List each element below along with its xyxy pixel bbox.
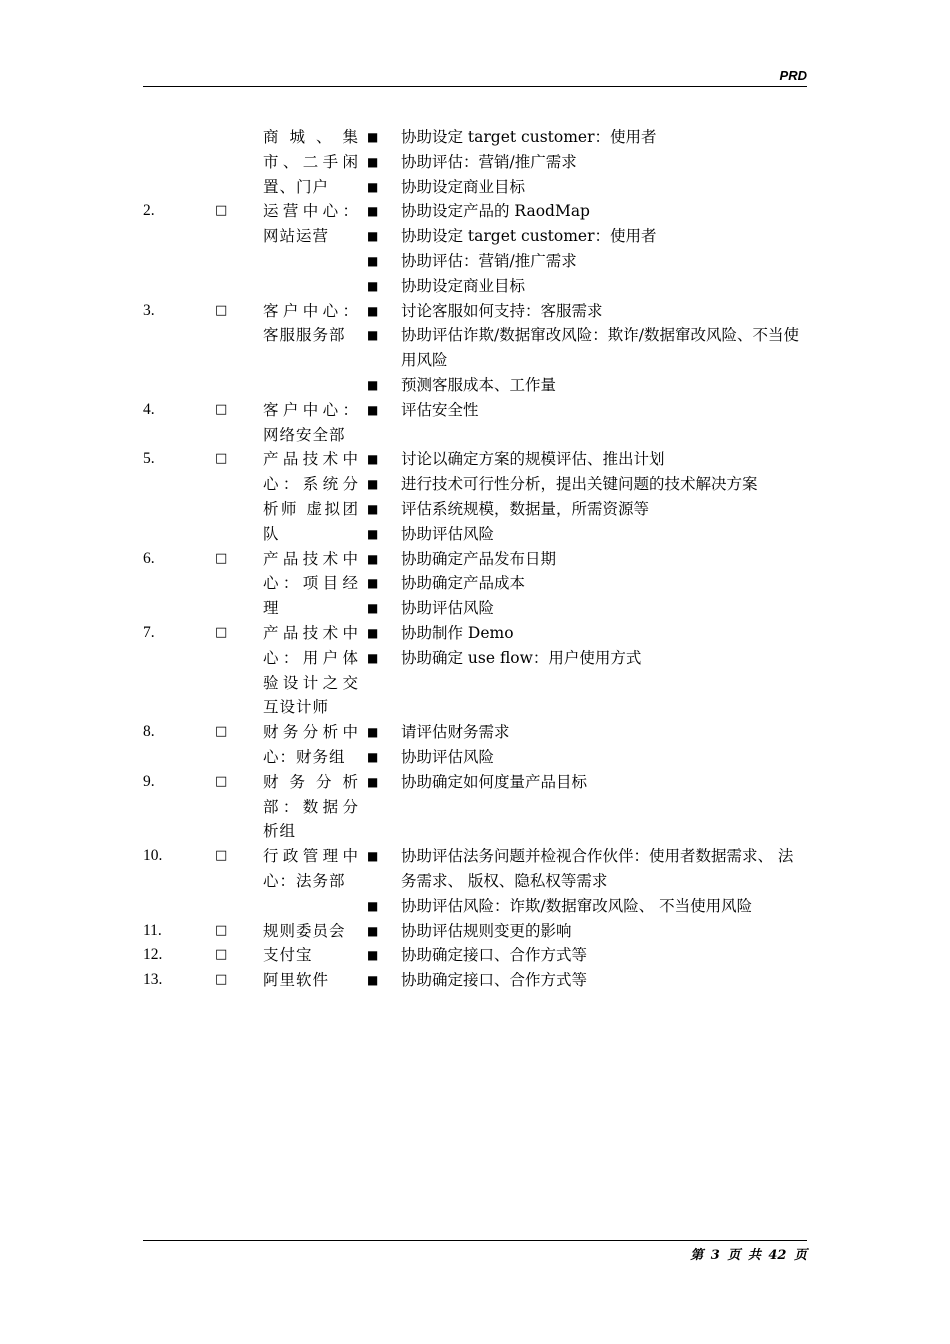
square-bullet-icon: ■ xyxy=(367,229,379,244)
square-bullet-icon: ■ xyxy=(367,328,379,343)
list-item xyxy=(143,447,807,546)
square-bullet-icon: ■ xyxy=(367,501,379,516)
responsibility-item: ■ 协助确定 use flow：用户使用方式 xyxy=(363,646,807,671)
square-bullet-icon: ■ xyxy=(367,898,379,913)
department-name: 行政管理中心：法务部 xyxy=(263,847,359,890)
responsibility-item: ■ 请评估财务需求 xyxy=(363,720,807,745)
checkbox-icon: □ xyxy=(215,401,228,417)
square-bullet-icon: ■ xyxy=(367,650,379,665)
square-bullet-icon: ■ xyxy=(367,377,379,392)
square-bullet-icon: ■ xyxy=(367,452,379,467)
square-bullet-icon: ■ xyxy=(367,303,379,318)
checkbox-icon: □ xyxy=(215,724,228,740)
list-item xyxy=(143,919,807,944)
responsibility-item: ■ 预测客服成本、工作量 xyxy=(363,373,807,398)
responsibility-list xyxy=(363,844,807,918)
responsibility-list xyxy=(363,199,807,298)
department-name: 产品技术中心：系统分析师 虚拟团队 xyxy=(263,450,359,543)
list-item xyxy=(143,943,807,968)
square-bullet-icon: ■ xyxy=(367,973,379,988)
responsibility-list xyxy=(363,299,807,398)
responsibility-list xyxy=(363,943,807,968)
responsibility-item: ■ 协助设定商业目标 xyxy=(363,274,807,299)
responsibility-item: ■ 协助评估：营销/推广需求 xyxy=(363,150,807,175)
responsibility-item: ■ 评估安全性 xyxy=(363,398,807,423)
department-name: 规则委员会 xyxy=(263,921,346,940)
department-name: 商城、集市、二手闲置、门户 xyxy=(263,128,359,196)
department-name: 客户中心：客服服务部 xyxy=(263,301,359,345)
header-divider xyxy=(143,86,807,87)
item-number: 12. xyxy=(143,946,163,964)
responsibility-list xyxy=(363,398,807,448)
square-bullet-icon: ■ xyxy=(367,749,379,764)
department-name: 财务分析部：数据分析组 xyxy=(263,772,359,841)
square-bullet-icon: ■ xyxy=(367,477,379,492)
item-number xyxy=(143,125,215,199)
square-bullet-icon: ■ xyxy=(367,526,379,541)
list-item xyxy=(143,720,807,770)
responsibility-item: ■ 评估系统规模，数据量，所需资源等 xyxy=(363,497,807,522)
responsibility-list xyxy=(363,968,807,993)
square-bullet-icon: ■ xyxy=(367,725,379,740)
responsibility-list xyxy=(363,919,807,944)
responsibility-item: ■ 进行技术可行性分析，提出关键问题的技术解决方案 xyxy=(363,472,807,497)
list-item xyxy=(143,299,807,398)
square-bullet-icon: ■ xyxy=(367,576,379,591)
responsibility-item: ■ 协助评估风险 xyxy=(363,745,807,770)
list-item xyxy=(143,199,807,298)
square-bullet-icon: ■ xyxy=(367,253,379,268)
item-number: 8. xyxy=(143,723,155,741)
checkbox-icon: □ xyxy=(215,451,228,467)
checkbox-icon: □ xyxy=(215,848,228,864)
responsibility-list xyxy=(363,447,807,546)
checkbox-icon: □ xyxy=(215,773,228,789)
list-item xyxy=(143,621,807,720)
checkbox-icon: □ xyxy=(215,624,228,640)
responsibility-item: ■ 协助评估规则变更的影响 xyxy=(363,919,807,944)
responsibility-list xyxy=(363,720,807,770)
department-name: 支付宝 xyxy=(263,946,313,965)
list-item xyxy=(143,844,807,918)
list-item xyxy=(143,547,807,621)
responsibility-item: ■ 协助评估：营销/推广需求 xyxy=(363,249,807,274)
square-bullet-icon: ■ xyxy=(367,179,379,194)
responsibility-item: ■ 协助制作 Demo xyxy=(363,621,807,646)
department-name: 运营中心：网站运营 xyxy=(263,202,359,246)
square-bullet-icon: ■ xyxy=(367,601,379,616)
header-title: PRD xyxy=(779,68,807,83)
footer-divider xyxy=(143,1240,807,1241)
item-number: 9. xyxy=(143,772,155,790)
square-bullet-icon: ■ xyxy=(367,923,379,938)
item-number: 4. xyxy=(143,400,155,418)
checkbox-icon: □ xyxy=(215,203,228,219)
responsibility-item: ■ 协助设定商业目标 xyxy=(363,175,807,200)
checkbox-icon: □ xyxy=(215,550,228,566)
square-bullet-icon: ■ xyxy=(367,625,379,640)
responsibility-list xyxy=(363,770,807,844)
list-item xyxy=(143,125,807,199)
item-number: 6. xyxy=(143,549,155,567)
square-bullet-icon: ■ xyxy=(367,278,379,293)
list-item xyxy=(143,770,807,844)
item-number: 2. xyxy=(143,202,155,220)
item-number: 5. xyxy=(143,450,155,468)
square-bullet-icon: ■ xyxy=(367,774,379,789)
checkbox-icon: □ xyxy=(215,922,228,938)
department-name: 客户中心：网络安全部 xyxy=(263,400,359,444)
square-bullet-icon: ■ xyxy=(367,551,379,566)
responsibility-item: ■ 协助评估诈欺/数据窜改风险：欺诈/数据窜改风险、不当使用风险 xyxy=(363,323,807,373)
square-bullet-icon: ■ xyxy=(367,849,379,864)
responsibility-item: ■ 协助评估风险 xyxy=(363,596,807,621)
responsibility-list xyxy=(363,547,807,621)
checkbox-icon: □ xyxy=(215,947,228,963)
responsibility-item: ■ 协助确定产品发布日期 xyxy=(363,547,807,572)
responsibility-item: ■ 协助设定 target customer：使用者 xyxy=(363,125,807,150)
department-name: 产品技术中心：用户体验设计之交互设计师 xyxy=(263,623,359,717)
responsibility-list xyxy=(363,621,807,720)
square-bullet-icon: ■ xyxy=(367,130,379,144)
responsibility-item: ■ 协助设定产品的 RaodMap xyxy=(363,199,807,224)
page-number: 第 3 页 共 42 页 xyxy=(690,1248,807,1263)
item-number: 3. xyxy=(143,301,155,319)
responsibility-item: ■ 协助评估法务问题并检视合作伙伴：使用者数据需求、 法务需求、 版权、隐私权等需求 xyxy=(363,844,807,894)
responsibility-item: ■ 协助设定 target customer：使用者 xyxy=(363,224,807,249)
item-number: 7. xyxy=(143,623,155,641)
square-bullet-icon: ■ xyxy=(367,154,379,169)
item-number: 11. xyxy=(143,921,162,939)
square-bullet-icon: ■ xyxy=(367,948,379,963)
responsibility-item: ■ 协助确定产品成本 xyxy=(363,571,807,596)
square-bullet-icon: ■ xyxy=(367,204,379,219)
checkbox-icon: □ xyxy=(215,972,228,988)
item-number: 13. xyxy=(143,971,163,989)
responsibility-list xyxy=(363,125,807,199)
list-item xyxy=(143,398,807,448)
department-list xyxy=(143,125,807,993)
responsibility-item: ■ 协助确定接口、合作方式等 xyxy=(363,943,807,968)
checkbox-icon xyxy=(215,125,263,199)
department-name: 财务分析中心：财务组 xyxy=(263,723,359,766)
list-item xyxy=(143,968,807,993)
item-number: 10. xyxy=(143,847,163,865)
responsibility-item: ■ 协助确定接口、合作方式等 xyxy=(363,968,807,993)
responsibility-item: ■ 协助评估风险：诈欺/数据窜改风险、 不当使用风险 xyxy=(363,894,807,919)
square-bullet-icon: ■ xyxy=(367,402,379,417)
responsibility-item: ■ 讨论客服如何支持：客服需求 xyxy=(363,299,807,324)
responsibility-item: ■ 讨论以确定方案的规模评估、推出计划 xyxy=(363,447,807,472)
department-name: 产品技术中心：项目经理 xyxy=(263,549,359,618)
responsibility-item: ■ 协助评估风险 xyxy=(363,522,807,547)
responsibility-item: ■ 协助确定如何度量产品目标 xyxy=(363,770,807,795)
checkbox-icon: □ xyxy=(215,302,228,318)
department-name: 阿里软件 xyxy=(263,971,330,990)
